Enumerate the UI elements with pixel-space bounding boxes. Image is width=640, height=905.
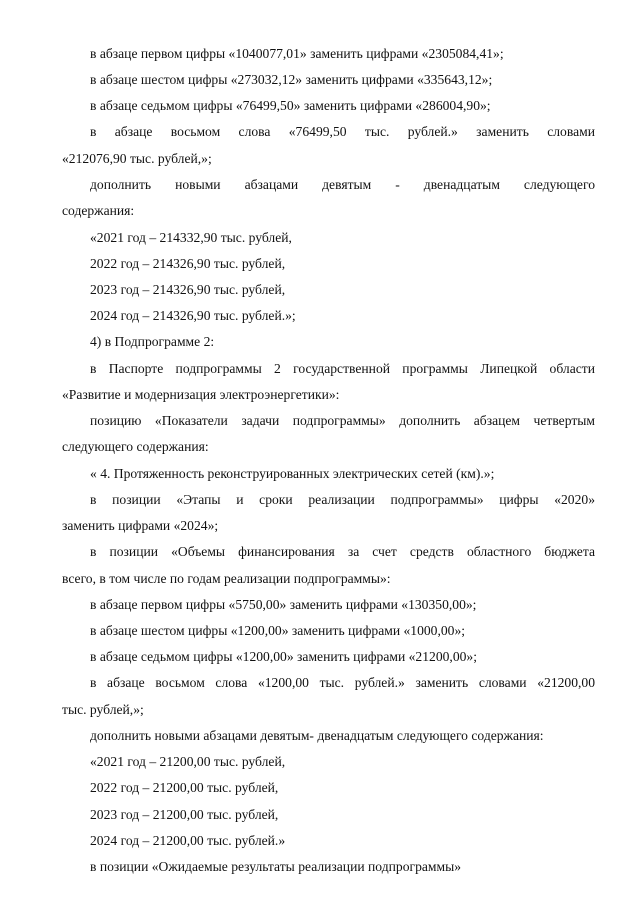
text-line: « 4. Протяженность реконструированных электрических сетей (км).»; [90, 466, 495, 481]
text-line: «Развитие и модернизация электроэнергетики»: [62, 387, 340, 402]
text-line: дополнить новыми абзацами девятым- двенадцатым следующего содержания: [90, 728, 544, 743]
list-item-heading: 4) в Подпрограмме 2: [90, 334, 215, 349]
text-line: 2024 год – 21200,00 тыс. рублей.» [90, 833, 286, 848]
text-line: всего, в том числе по годам реализации подпрограммы»: [62, 571, 391, 586]
text-line: дополнить новыми абзацами девятым - двенадцатым следующего [90, 177, 595, 192]
text-line: в абзаце шестом цифры «273032,12» заменить цифрами «335643,12»; [90, 72, 493, 87]
text-line: «212076,90 тыс. рублей,»; [62, 151, 212, 166]
text-line: в позиции «Объемы финансирования за счет средств областного бюджета [90, 544, 595, 559]
text-line: в позиции «Ожидаемые результаты реализации подпрограммы» [90, 859, 462, 874]
text-line: в абзаце седьмом цифры «1200,00» заменить цифрами «21200,00»; [90, 649, 477, 664]
text-line: содержания: [62, 203, 135, 218]
text-line: позицию «Показатели задачи подпрограммы» дополнить абзацем четвертым [90, 413, 595, 428]
text-line: в абзаце шестом цифры «1200,00» заменить цифрами «1000,00»; [90, 623, 466, 638]
text-line: в позиции «Этапы и сроки реализации подпрограммы» цифры «2020» [90, 492, 595, 507]
text-line: заменить цифрами «2024»; [62, 518, 219, 533]
text-line: «2021 год – 21200,00 тыс. рублей, [90, 754, 286, 769]
text-line: в абзаце первом цифры «1040077,01» заменить цифрами «2305084,41»; [90, 46, 504, 61]
text-line: 2024 год – 214326,90 тыс. рублей.»; [90, 308, 296, 323]
text-line: 2023 год – 214326,90 тыс. рублей, [90, 282, 286, 297]
text-line: тыс. рублей,»; [62, 702, 144, 717]
text-line: 2022 год – 214326,90 тыс. рублей, [90, 256, 286, 271]
text-line: в Паспорте подпрограммы 2 государственной программы Липецкой области [90, 361, 595, 376]
text-line: в абзаце первом цифры «5750,00» заменить цифрами «130350,00»; [90, 597, 477, 612]
text-line: «2021 год – 214332,90 тыс. рублей, [90, 230, 292, 245]
text-line: 2022 год – 21200,00 тыс. рублей, [90, 780, 279, 795]
text-line: в абзаце седьмом цифры «76499,50» заменить цифрами «286004,90»; [90, 98, 491, 113]
text-line: следующего содержания: [62, 439, 209, 454]
text-line: в абзаце восьмом слова «1200,00 тыс. рублей.» заменить словами «21200,00 [90, 675, 595, 690]
text-line: 2023 год – 21200,00 тыс. рублей, [90, 807, 279, 822]
text-line: в абзаце восьмом слова «76499,50 тыс. рублей.» заменить словами [90, 124, 595, 139]
